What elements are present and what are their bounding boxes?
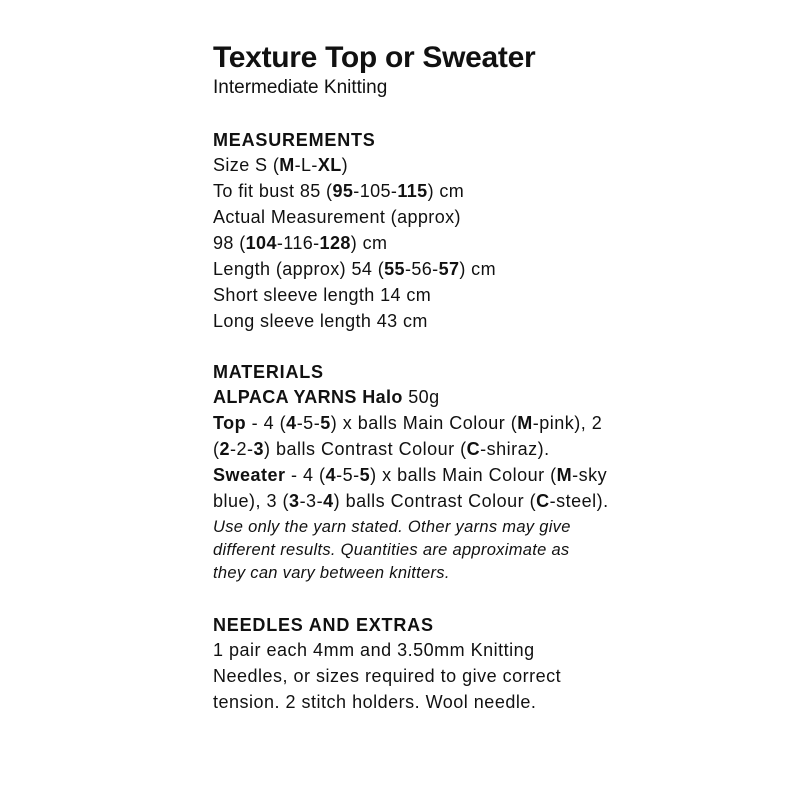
sweater-t7: -steel).	[549, 491, 609, 511]
actual-suffix: ) cm	[350, 233, 388, 253]
actual-b: 128	[319, 233, 351, 253]
size-m: M	[279, 155, 295, 175]
top-c2: 3	[253, 439, 265, 459]
length-mid: -56-	[404, 259, 439, 279]
measurements-heading: MEASUREMENTS	[213, 130, 376, 150]
yarn-weight: 50g	[402, 387, 440, 407]
top-c: C	[466, 439, 481, 459]
length-prefix: Length (approx) 54 (	[213, 259, 385, 279]
length-line	[213, 256, 793, 282]
top-m: M	[517, 413, 533, 433]
sweater-t3: ) x balls Main Colour (	[370, 465, 557, 485]
actual-prefix: 98 (	[213, 233, 246, 253]
pattern-title: Texture Top or Sweater	[213, 41, 536, 74]
actual-label: Actual Measurement (approx)	[213, 207, 461, 227]
sweater-a: 4	[325, 465, 337, 485]
long-sleeve-line: Long sleeve length 43 cm	[213, 311, 428, 331]
sweater-t2: -5-	[336, 465, 360, 485]
materials-heading: MATERIALS	[213, 362, 324, 382]
top-t2: -5-	[296, 413, 321, 433]
sweater-c2: 4	[323, 491, 334, 511]
needles-heading: NEEDLES AND EXTRAS	[213, 615, 434, 635]
yarn-note: Use only the yarn stated. Other yarns may give different results. Quantities are approximate as they can vary between knitters.	[213, 518, 571, 582]
needles-text: 1 pair each 4mm and 3.50mm Knitting Needles, or sizes required to give correct tension. 2 stitch holders. Wool needle.	[213, 640, 562, 712]
top-t5: -2-	[230, 439, 254, 459]
bust-b: 115	[397, 181, 428, 201]
sweater-m: M	[556, 465, 573, 485]
top-b: 5	[320, 413, 331, 433]
sweater-c1: 3	[289, 491, 300, 511]
materials-section	[213, 360, 793, 585]
sweater-materials	[213, 462, 613, 514]
size-line	[213, 152, 793, 178]
sweater-t5: -3-	[299, 491, 324, 511]
sweater-c: C	[536, 491, 550, 511]
top-t4: -pink), 2 (	[213, 413, 603, 459]
bust-line	[213, 178, 793, 204]
size-l: -L-	[294, 155, 318, 175]
measurements-section	[213, 128, 793, 334]
size-xl: XL	[317, 155, 342, 175]
length-suffix: ) cm	[459, 259, 496, 279]
actual-mid: -116-	[276, 233, 320, 253]
needles-section	[213, 613, 793, 715]
top-materials	[213, 410, 613, 462]
length-a: 55	[384, 259, 405, 279]
actual-line	[213, 230, 793, 256]
top-t7: -shiraz).	[480, 439, 550, 459]
sweater-t4: -sky blue), 3 (	[213, 465, 608, 511]
bust-suffix: ) cm	[427, 181, 465, 201]
length-b: 57	[438, 259, 460, 279]
top-t1: - 4 (	[246, 413, 287, 433]
pattern-subtitle: Intermediate Knitting	[213, 77, 388, 98]
top-label: Top	[213, 413, 247, 433]
pattern-column	[213, 40, 793, 715]
yarn-name: ALPACA YARNS Halo	[213, 387, 403, 407]
size-suffix: )	[341, 155, 349, 175]
bust-a: 95	[332, 181, 354, 201]
sweater-label: Sweater	[213, 465, 286, 485]
sweater-t1: - 4 (	[285, 465, 326, 485]
actual-a: 104	[245, 233, 277, 253]
sweater-b: 5	[359, 465, 371, 485]
yarn-line	[213, 384, 793, 410]
top-t3: ) x balls Main Colour (	[330, 413, 518, 433]
top-t6: ) balls Contrast Colour (	[264, 439, 467, 459]
sweater-t6: ) balls Contrast Colour (	[333, 491, 537, 511]
top-a: 4	[286, 413, 297, 433]
top-c1: 2	[219, 439, 231, 459]
short-sleeve-line: Short sleeve length 14 cm	[213, 285, 432, 305]
bust-mid: -105-	[353, 181, 398, 201]
size-prefix: Size S (	[213, 155, 280, 175]
bust-prefix: To fit bust 85 (	[213, 181, 333, 201]
